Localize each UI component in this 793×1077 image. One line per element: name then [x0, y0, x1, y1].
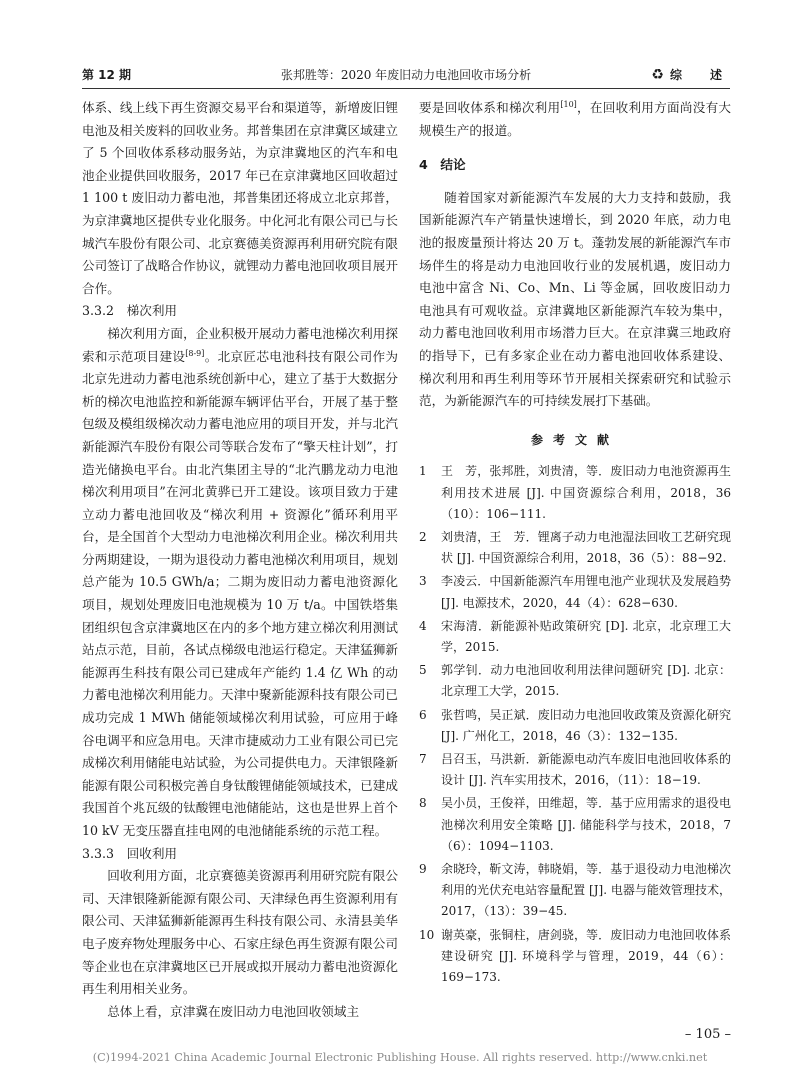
running-title: 张邦胜等：2020 年废旧动力电池回收市场分析 [280, 68, 532, 82]
citation[interactable]: [8-9] [185, 348, 205, 358]
paragraph: 总体上看，京津冀在废旧动力电池回收领域主 [107, 1003, 360, 1019]
reference-item: 7 吕召玉，马洪新．新能源电动汽车废旧电池回收体系的设计 [J]. 汽车实用技术，2016，（11）：18−19. [419, 751, 731, 788]
reference-item: 5 郭学钊．动力电池回收利用法律问题研究 [D]. 北京：北京理工大学，2015. [419, 663, 731, 699]
issue-label: 第 12 期 [82, 68, 132, 82]
subsection-heading: 3.3.3 回收利用 [82, 845, 178, 861]
reference-item: 6 张哲鸣，吴正斌．废旧动力电池回收政策及资源化研究 [J]. 广州化工，2018，46（3）：132−135. [419, 707, 731, 743]
reference-item: 9 余晓玲，靳文涛，韩晓娟，等．基于退役动力电池梯次利用的光伏充电站容量配置 [J]. 电器与能效管理技术，2017，（13）：39−45. [419, 861, 731, 919]
citation[interactable]: [10] [560, 99, 577, 109]
reference-item: 3 李凌云．中国新能源汽车用锂电池产业现状及发展趋势 [J]. 电源技术，2020，44（4）：628−630. [419, 574, 731, 610]
page-number: – 105 – [684, 1027, 731, 1042]
subsection-heading: 3.3.2 梯次利用 [82, 303, 178, 319]
section-heading: 4 结论 [419, 157, 466, 173]
right-column [419, 97, 731, 990]
paragraph: 随着国家对新能源汽车发展的大力支持和鼓励，我国新能源汽车产销量快速增长，到 2020 年底，动力电池的报废量预计将达 20 万 t。蓬勃发展的新能源汽车市场伴生的将是动力电池回收行业的发展机遇，废旧动力电池中富含 Ni、Co、Mn、Li 等金属，回收废旧动力电池具有可观收益。京津冀地区新能源汽车较为集中，动力蓄电池回收利用市场潜力巨大。在京津冀三地政府的指导下，已有多家企业在动力蓄电池回收体系建设、梯次利用和再生利用等环节开展相关探索研究和试验示范，为新能源汽车的可持续发展打下基础。 [419, 189, 731, 409]
paragraph: 回收利用方面，北京赛德美资源再利用研究院有限公司、天津银隆新能源有限公司、天津绿色再生资源利用有限公司、天津猛狮新能源再生科技有限公司、永清县美华电子废弃物处理服务中心、石家庄绿色再生资源有限公司等企业也在京津冀地区已开展或拟开展动力蓄电池资源化再生利用相关业务。 [82, 868, 398, 997]
reference-item: 10 谢英豪，张铜柱，唐剑骁，等．废旧动力电池回收体系建设研究 [J]. 环境科学与管理，2019，44（6）：169−173. [419, 927, 731, 984]
header-rule [82, 88, 730, 89]
paragraph: 梯次利用方面，企业积极开展动力蓄电池梯次利用探索和示范项目建设[8-9]。北京匠芯电池科技有限公司作为北京先进动力蓄电池系统创新中心，建立了基于大数据分析的梯次电池监控和新能源车辆评估平台，开展了基于整包级及模组级梯次动力蓄电池应用的项目开发，并与北汽新能源汽车股份有限公司等联合发布了“擎天柱计划”，打造光储换电平台。由北汽集团主导的“北汽鹏龙动力电池梯次利用项目”在河北黄骅已开工建设。该项目致力于建立动力蓄电池回收及“梯次利用 + 资源化”循环利用平台，是全国首个大型动力电池梯次利用企业。梯次利用共分两期建设，一期为退役动力蓄电池梯次利用项目，规划总产能为 10.5 GWh/a；二期为废旧动力蓄电池资源化项目，规划处理废旧电池规模为 10 万 t/a。中国铁塔集团组织包含京津冀地区在内的多个地方建立梯次利用测试站点示范，目前，各试点梯级电池运行稳定。天津猛狮新能源再生科技有限公司已建成年产能约 1.4 亿 Wh 的动力蓄电池梯次利用能力。天津中聚新能源科技有限公司已成功完成 1 MWh 储能领域梯次利用试验，可应用于峰谷电调平和应急用电。天津市捷威动力工业有限公司已完成梯次利用储能电站试验，为公司提供电力。天津银隆新能源有限公司积极完善自身钛酸锂储能领域技术，已建成我国首个兆瓦级的钛酸锂电池储能站，这也是世界上首个 10 kV 无变压器直挂电网的电池储能系统的示范工程。 [82, 325, 399, 838]
left-column [82, 97, 398, 1023]
page-header [82, 64, 730, 86]
recycle-icon: ♻ [651, 67, 664, 83]
reference-item: 1 王 芳，张邦胜，刘贵清，等．废旧动力电池资源再生利用技术进展 [J]. 中国资源综合利用，2018，36（10）：106−111. [419, 464, 731, 521]
reference-item: 4 宋海清．新能源补贴政策研究 [D]. 北京，北京理工大学，2015. [419, 618, 731, 654]
section-label: ♻ 综 述 [651, 67, 730, 83]
paragraph: 要是回收体系和梯次利用[10]，在回收利用方面尚没有大规模生产的报道。 [419, 99, 732, 138]
reference-list [419, 461, 731, 988]
reference-item: 8 吴小员，王俊祥，田维超，等．基于应用需求的退役电池梯次利用安全策略 [J]. 储能科学与技术，2018，7（6）：1094−1103. [419, 796, 731, 853]
reference-item: 2 刘贵清，王 芳．锂离子动力电池湿法回收工艺研究现状 [J]. 中国资源综合利用，2018，36（5）：88−92. [419, 529, 731, 566]
paragraph: 体系、线上线下再生资源交易平台和渠道等，新增废旧锂电池及相关废料的回收业务。邦普集团在京津冀区域建立了 5 个回收体系移动服务站，为京津冀地区的汽车和电池企业提供回收服务，2017 年已在京津冀地区回收超过 1 100 t 废旧动力蓄电池，邦普集团还将成立北京邦普，为京津冀地区提供专业化服务。中化河北有限公司已与长城汽车股份有限公司、北京赛德美资源再利用研究院有限公司签订了战略合作协议，就锂动力蓄电池回收项目展开合作。 [82, 100, 398, 296]
copyright-footer: (C)1994-2021 China Academic Journal Electronic Publishing House. All rights reserved. http://www.cnki.net [92, 1051, 708, 1064]
references-heading: 参考文献 [530, 432, 619, 447]
